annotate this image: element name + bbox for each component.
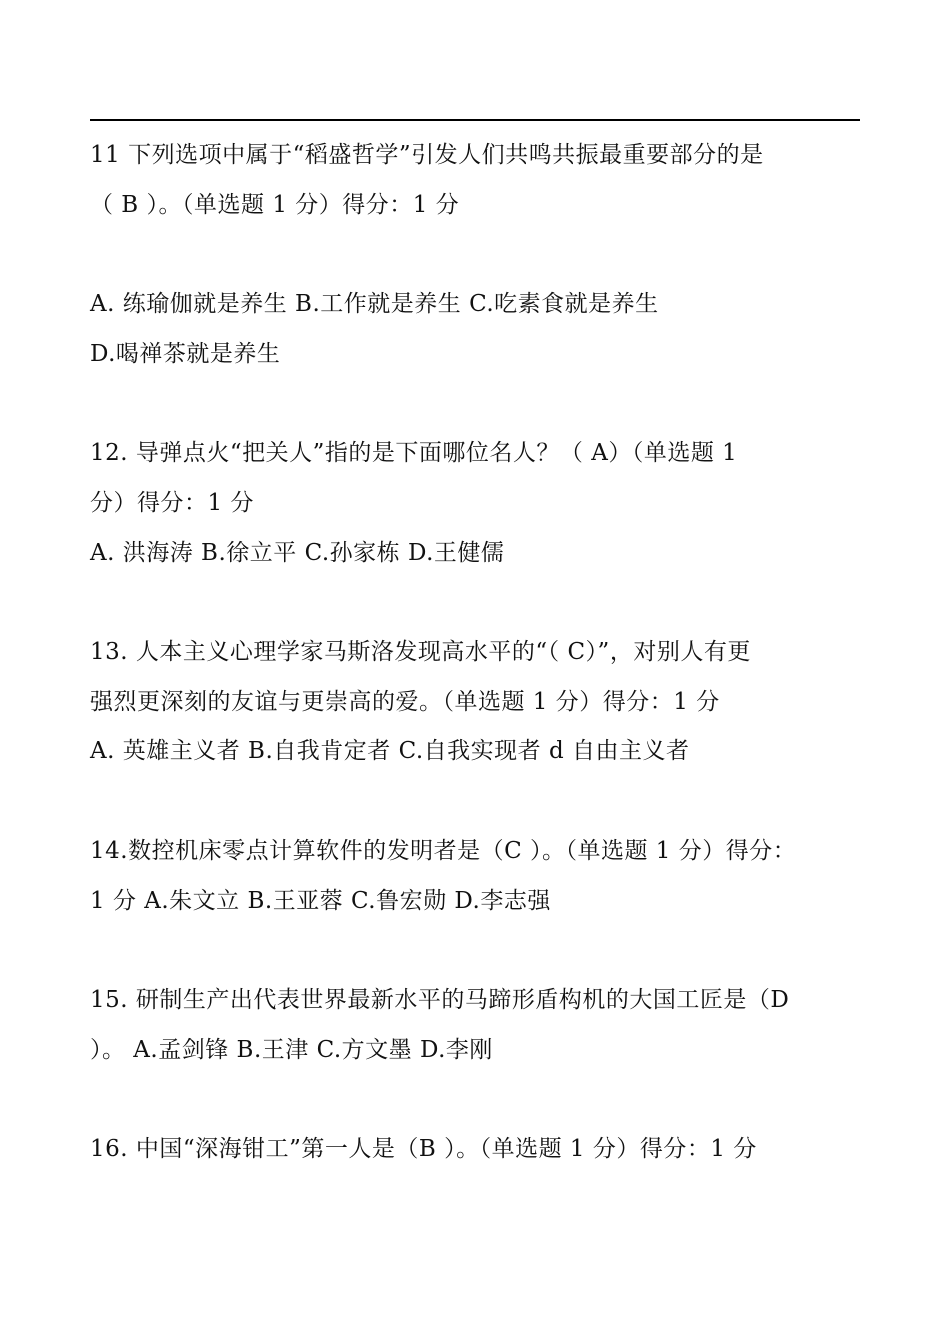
question-14-line-2: 1 分 A.朱文立 B.王亚蓉 C.鲁宏勋 D.李志强	[90, 888, 551, 914]
question-12-line-2: 分）得分：1 分	[90, 490, 254, 516]
question-11-line-2: （ B ）。（单选题 1 分）得分：1 分	[90, 192, 460, 218]
question-15-line-2: ）。 A.孟剑锋 B.王津 C.方文墨 D.李刚	[90, 1037, 493, 1063]
header-rule	[90, 119, 860, 121]
question-13-options: A. 英雄主义者 B.自我肯定者 C.自我实现者 d 自由主义者	[90, 738, 690, 764]
question-13-line-2: 强烈更深刻的友谊与更崇高的爱。（单选题 1 分）得分：1 分	[90, 689, 720, 715]
question-15-line-1: 15. 研制生产出代表世界最新水平的马蹄形盾构机的大国工匠是（D	[90, 987, 790, 1013]
question-11-options-line-1: A. 练瑜伽就是养生 B.工作就是养生 C.吃素食就是养生	[90, 291, 659, 317]
question-12-line-1: 12. 导弹点火“把关人”指的是下面哪位名人？（ A）（单选题 1	[90, 440, 738, 466]
question-13-line-1: 13. 人本主义心理学家马斯洛发现高水平的“（ C）”，对别人有更	[90, 639, 751, 665]
question-16-line-1: 16. 中国“深海钳工”第一人是（B ）。（单选题 1 分）得分：1 分	[90, 1136, 757, 1162]
question-11-line-1: 11 下列选项中属于“稻盛哲学”引发人们共鸣共振最重要部分的是	[90, 142, 764, 168]
question-12-options: A. 洪海涛 B.徐立平 C.孙家栋 D.王健儒	[90, 540, 505, 566]
question-14-line-1: 14.数控机床零点计算软件的发明者是（C ）。（单选题 1 分）得分：	[90, 838, 797, 864]
question-11-options-line-2: D.喝禅茶就是养生	[90, 341, 281, 367]
